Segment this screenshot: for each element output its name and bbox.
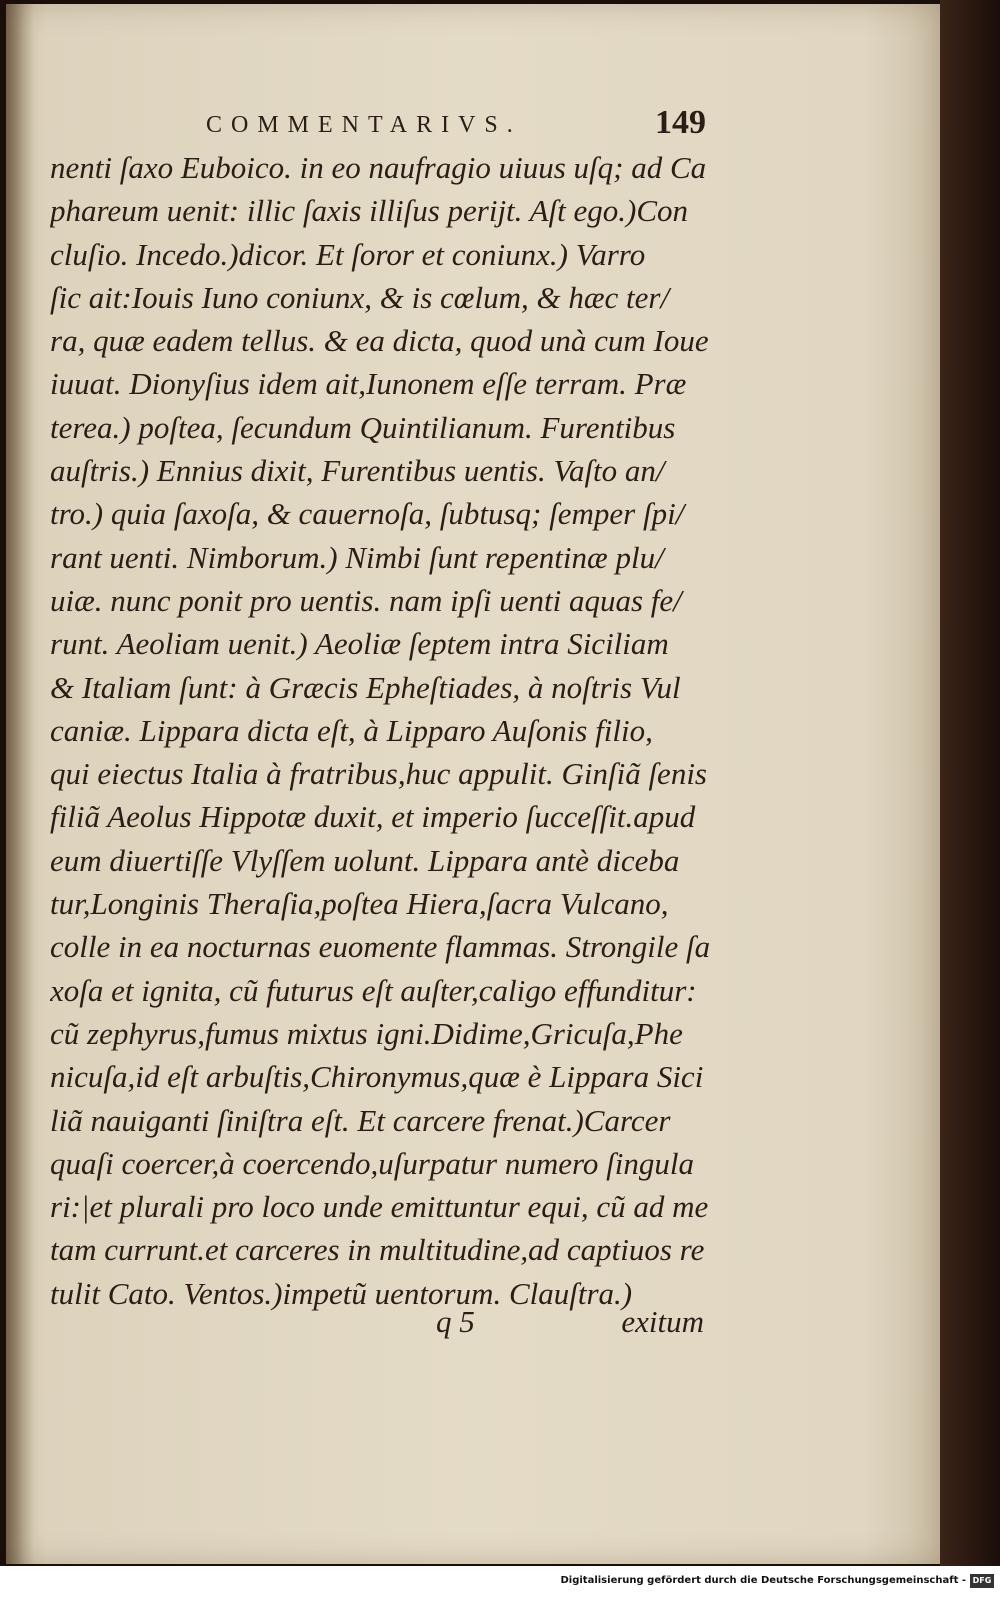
text-line: xoſa et ignita, cũ futurus eſt auſter,caligo effunditur: xyxy=(50,972,697,1008)
text-line: quaſi coercer,à coercendo,uſurpatur numero ſingula xyxy=(50,1145,695,1181)
text-line: terea.) poſtea, ſecundum Quintilianum. Furentibus xyxy=(50,409,676,445)
text-line: cluſio. Incedo.)dicor. Et ſoror et coniunx.) Varro xyxy=(50,236,646,272)
gutter-shadow xyxy=(6,4,34,1564)
running-title: COMMENTARIVS. xyxy=(206,112,522,138)
attribution-text: Digitalisierung gefördert durch die Deutsche Forschungsgemeinschaft - xyxy=(560,1575,966,1586)
text-line: ra, quæ eadem tellus. & ea dicta, quod unà cum Ioue xyxy=(50,323,709,359)
text-line: nicuſa,id eſt arbuſtis,Chironymus,quæ è Lippara Sici xyxy=(50,1059,704,1095)
text-line: liã nauiganti ſiniſtra eſt. Et carcere frenat.)Carcer xyxy=(50,1102,671,1138)
attribution-band xyxy=(0,1566,1000,1599)
text-line: nenti ſaxo Euboico. in eo naufragio uiuus uſq; ad Ca xyxy=(50,150,707,185)
text-line: iuuat. Dionyſius idem ait,Iunonem eſſe terram. Præ xyxy=(50,366,687,402)
text-line: qui eiectus Italia à fratribus,huc appulit. Ginſiã ſenis xyxy=(50,756,707,792)
page-header xyxy=(206,104,706,144)
text-line: filiã Aeolus Hippotæ duxit, et imperio ſucceſſit.apud xyxy=(50,799,696,835)
text-line: ri:|et plurali pro loco unde emittuntur equi, cũ ad me xyxy=(50,1189,709,1225)
text-line: runt. Aeoliam uenit.) Aeoliæ ſeptem intra Siciliam xyxy=(50,626,669,662)
text-line: & Italiam ſunt: à Græcis Epheſtiades, à noſtris Vul xyxy=(50,669,681,705)
folio-number: 149 xyxy=(655,104,706,141)
book-edge xyxy=(940,0,1000,1566)
text-line: tam currunt.et carceres in multitudine,ad captiuos re xyxy=(50,1232,705,1268)
dfg-logo-icon: DFG xyxy=(970,1574,994,1588)
commentary-text xyxy=(50,146,730,1315)
paper-page xyxy=(6,4,940,1564)
page-footer xyxy=(426,1304,726,1344)
catchword: exitum xyxy=(621,1304,704,1339)
text-line: tulit Cato. Ventos.)impetũ uentorum. Clauſtra.) xyxy=(50,1275,633,1311)
text-line: tro.) quia ſaxoſa, & cauernoſa, ſubtusq; ſemper ſpi/ xyxy=(50,496,685,532)
text-line: tur,Longinis Theraſia,poſtea Hiera,ſacra Vulcano, xyxy=(50,886,669,922)
text-line: phareum uenit: illic ſaxis illiſus perijt. Aſt ego.)Con xyxy=(50,193,689,229)
text-line: auſtris.) Ennius dixit, Furentibus uentis. Vaſto an/ xyxy=(50,453,665,489)
text-line: ſic ait:Iouis Iuno coniunx, & is cœlum, & hæc ter/ xyxy=(50,279,670,315)
text-line: cũ zephyrus,fumus mixtus igni.Didime,Gricuſa,Phe xyxy=(50,1015,683,1051)
text-line: eum diuertiſſe Vlyſſem uolunt. Lippara antè diceba xyxy=(50,842,680,878)
text-line: colle in ea nocturnas euomente flammas. Strongile ſa xyxy=(50,929,711,965)
text-line: caniæ. Lippara dicta eſt, à Lipparo Auſonis filio, xyxy=(50,712,653,748)
text-line: uiæ. nunc ponit pro uentis. nam ipſi uenti aquas fe/ xyxy=(50,582,682,618)
text-line: rant uenti. Nimborum.) Nimbi ſunt repentinæ plu/ xyxy=(50,539,664,575)
signature-mark: q 5 xyxy=(436,1304,475,1339)
